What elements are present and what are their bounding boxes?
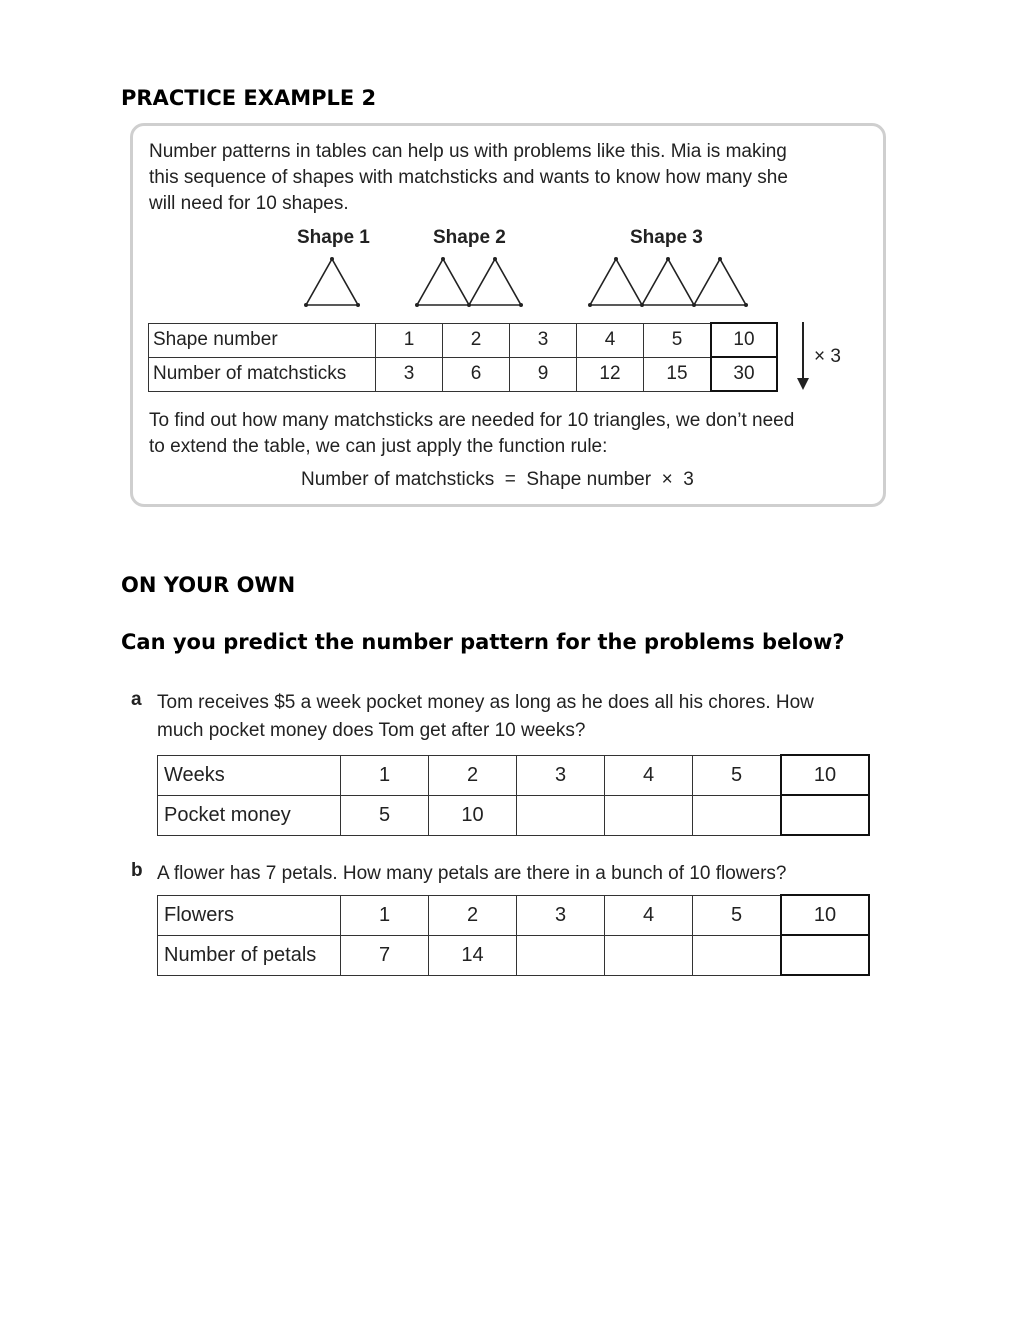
shape-3-label: Shape 3 (630, 227, 703, 248)
explain-line: to extend the table, we can just apply the function rule: (149, 436, 608, 457)
row-header: Shape number (149, 323, 376, 357)
table-cell: 4 (605, 895, 693, 935)
question-a-letter: a (131, 689, 142, 710)
table-cell: 9 (510, 357, 577, 391)
answer-cell[interactable] (605, 795, 693, 835)
table-cell-highlight: 30 (711, 357, 777, 391)
own-title: ON YOUR OWN (121, 573, 296, 597)
table-cell-highlight: 10 (711, 323, 777, 357)
example-table (148, 322, 778, 392)
table-row (149, 323, 778, 357)
question-b-text: A flower has 7 petals. How many petals are there in a bunch of 10 flowers? (157, 863, 787, 884)
table-cell: 5 (693, 755, 782, 795)
table-cell: 5 (341, 795, 429, 835)
example-intro (149, 139, 788, 217)
table-cell: 3 (517, 755, 605, 795)
table-cell: 15 (644, 357, 712, 391)
table-row (158, 935, 870, 975)
intro-line: this sequence of shapes with matchsticks and wants to know how many she (149, 167, 788, 188)
table-row (149, 357, 778, 391)
matchstick-shapes (300, 255, 760, 310)
question-line: much pocket money does Tom get after 10 weeks? (157, 720, 586, 741)
table-cell: 6 (443, 357, 510, 391)
question-b-table (157, 894, 870, 976)
shape-2-triangles (417, 259, 521, 305)
table-cell: 2 (429, 895, 517, 935)
row-header: Pocket money (158, 795, 341, 835)
table-row (158, 755, 870, 795)
practice-title: PRACTICE EXAMPLE 2 (121, 86, 377, 110)
answer-cell-highlight[interactable] (781, 795, 869, 835)
table-cell: 4 (605, 755, 693, 795)
table-cell: 5 (693, 895, 782, 935)
table-cell: 10 (429, 795, 517, 835)
table-cell: 14 (429, 935, 517, 975)
table-cell: 3 (517, 895, 605, 935)
table-row (158, 795, 870, 835)
table-cell: 3 (376, 357, 443, 391)
table-cell-highlight: 10 (781, 755, 869, 795)
row-header: Weeks (158, 755, 341, 795)
shape-2-label: Shape 2 (433, 227, 506, 248)
shape-1-triangles (306, 259, 358, 305)
shape-1-label: Shape 1 (297, 227, 370, 248)
answer-cell[interactable] (693, 795, 782, 835)
answer-cell[interactable] (693, 935, 782, 975)
example-explanation (149, 408, 794, 460)
question-b-letter: b (131, 860, 143, 881)
row-header: Flowers (158, 895, 341, 935)
down-arrow-icon (795, 320, 811, 392)
multiplier-label: × 3 (814, 346, 841, 367)
question-a-table (157, 754, 870, 836)
table-cell: 1 (376, 323, 443, 357)
own-prompt: Can you predict the number pattern for the problems below? (121, 630, 845, 654)
row-header: Number of petals (158, 935, 341, 975)
table-cell-highlight: 10 (781, 895, 869, 935)
question-line: Tom receives $5 a week pocket money as long as he does all his chores. How (157, 692, 814, 713)
answer-cell[interactable] (605, 935, 693, 975)
table-cell: 2 (429, 755, 517, 795)
shape-3-triangles (590, 259, 746, 305)
answer-cell-highlight[interactable] (781, 935, 869, 975)
table-cell: 4 (577, 323, 644, 357)
explain-line: To find out how many matchsticks are needed for 10 triangles, we don’t need (149, 410, 795, 431)
intro-line: will need for 10 shapes. (149, 193, 349, 214)
function-rule: Number of matchsticks = Shape number × 3 (301, 469, 694, 490)
table-cell: 1 (341, 895, 429, 935)
answer-cell[interactable] (517, 795, 605, 835)
table-row (158, 895, 870, 935)
table-cell: 2 (443, 323, 510, 357)
row-header: Number of matchsticks (149, 357, 376, 391)
answer-cell[interactable] (517, 935, 605, 975)
table-cell: 3 (510, 323, 577, 357)
intro-line: Number patterns in tables can help us with problems like this. Mia is making (149, 141, 787, 162)
table-cell: 7 (341, 935, 429, 975)
table-cell: 5 (644, 323, 712, 357)
table-cell: 12 (577, 357, 644, 391)
question-a-text (157, 689, 814, 745)
table-cell: 1 (341, 755, 429, 795)
